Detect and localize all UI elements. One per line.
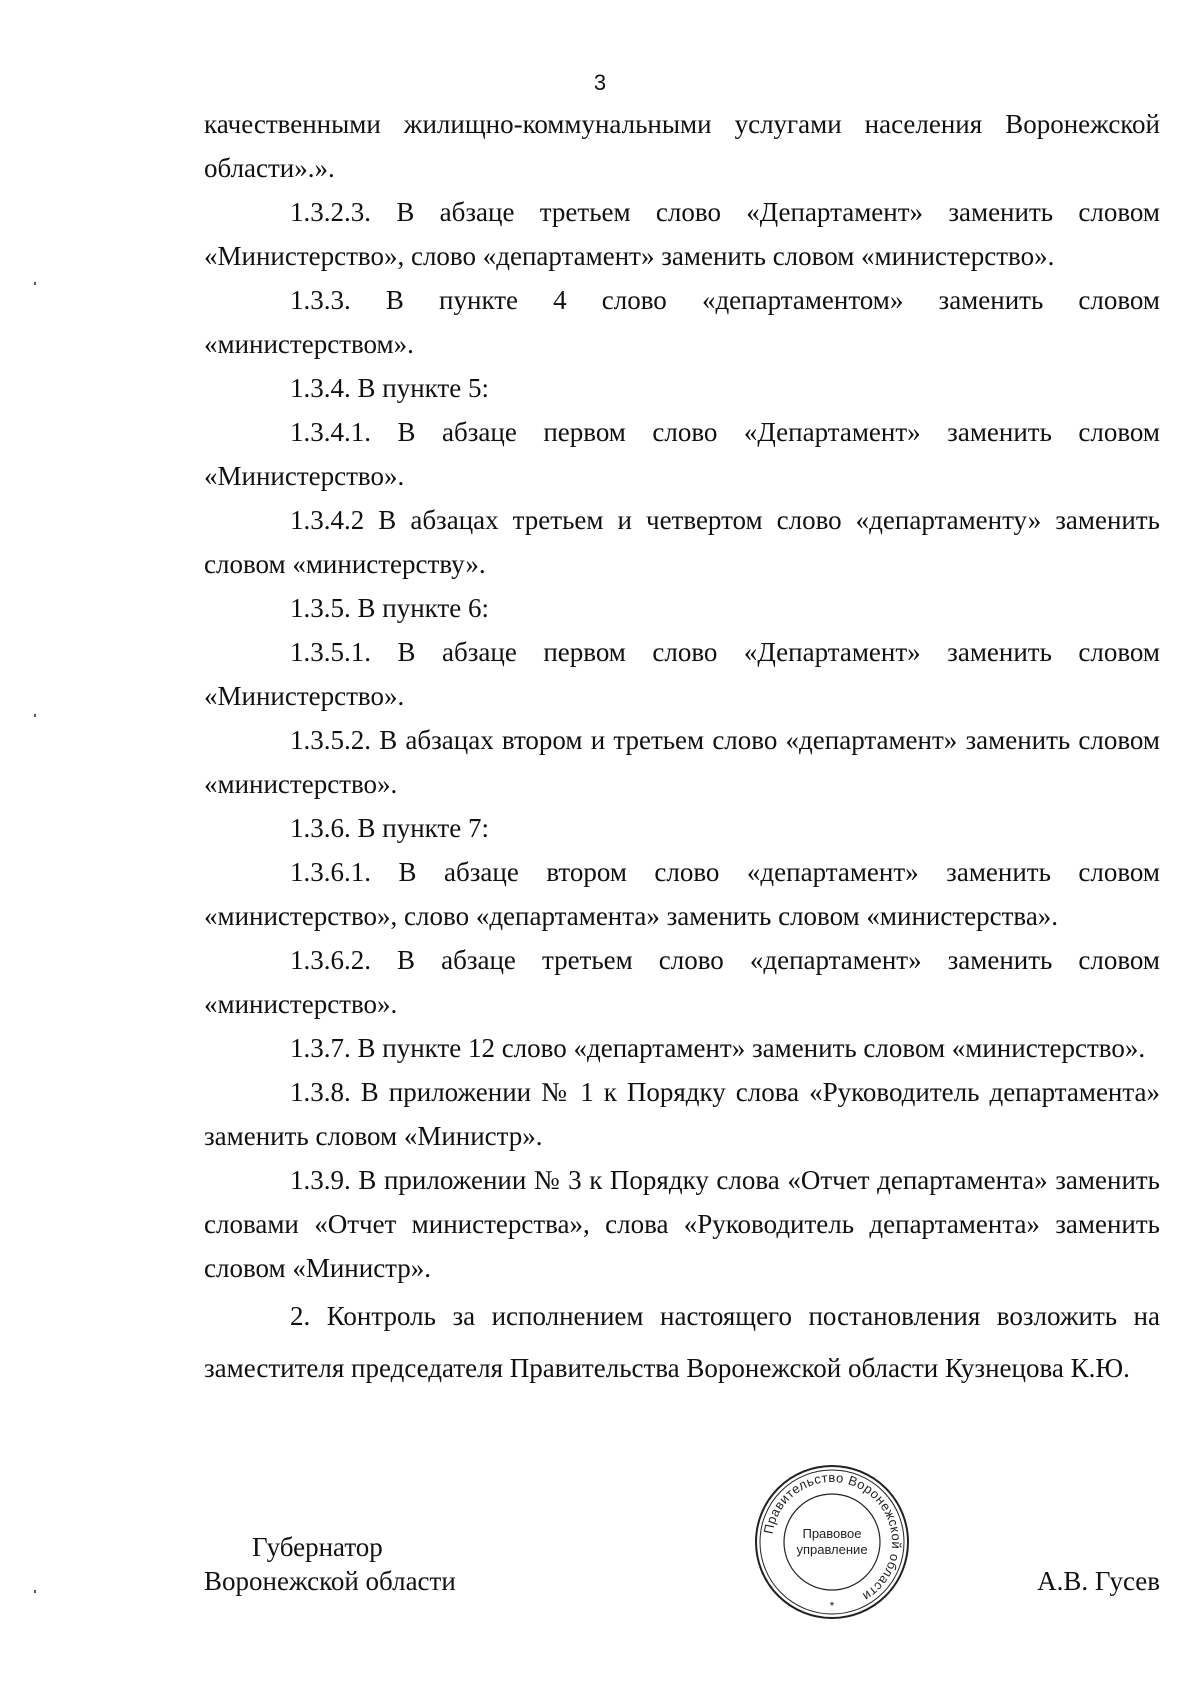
paragraph-1-3-3: 1.3.3. В пункте 4 слово «департаментом» заменить словом «министерством». bbox=[204, 285, 1160, 359]
seal-outer-text: Правительство Воронежской области bbox=[760, 1469, 905, 1605]
paragraph-continuation: качественными жилищно-коммунальными услугами населения Воронежской области».». bbox=[204, 109, 1160, 183]
seal-inner-line2: управление bbox=[796, 1542, 868, 1557]
paragraph-1-3-8: 1.3.8. В приложении № 1 к Порядку слова «Руководитель департамента» заменить словом «Министр». bbox=[204, 1077, 1160, 1151]
document-body bbox=[204, 102, 1160, 1394]
page-number: 3 bbox=[593, 70, 607, 95]
paragraph-1-3-6-2: 1.3.6.2. В абзаце третьем слово «департамент» заменить словом «министерство». bbox=[204, 945, 1160, 1019]
paragraph-1-3-6: 1.3.6. В пункте 7: bbox=[290, 813, 489, 843]
signatory-position bbox=[204, 1530, 456, 1598]
paragraph-1-3-4-2: 1.3.4.2 В абзацах третьем и четвертом слово «департаменту» заменить словом «министерству». bbox=[204, 505, 1160, 579]
paragraph-1-3-5-1: 1.3.5.1. В абзаце первом слово «Департамент» заменить словом «Министерство». bbox=[204, 637, 1160, 711]
scan-mark bbox=[34, 1590, 36, 1593]
paragraph-1-3-7: 1.3.7. В пункте 12 слово «департамент» заменить словом «министерство». bbox=[290, 1033, 1146, 1063]
paragraph-1-3-2-3: 1.3.2.3. В абзаце третьем слово «Департамент» заменить словом «Министерство», слово «департамент» заменить словом «министерство». bbox=[204, 197, 1160, 271]
scan-mark bbox=[34, 714, 36, 717]
signatory-name: А.В. Гусев bbox=[1037, 1566, 1160, 1596]
paragraph-1-3-4: 1.3.4. В пункте 5: bbox=[290, 373, 489, 403]
paragraph-2-control: 2. Контроль за исполнением настоящего постановления возложить на заместителя председателя Правительства Воронежской области Кузнецова К.Ю. bbox=[204, 1301, 1160, 1383]
paragraph-1-3-9: 1.3.9. В приложении № 3 к Порядку слова «Отчет департамента» заменить словами «Отчет министерства», слова «Руководитель департамента» заменить словом «Министр». bbox=[204, 1165, 1160, 1283]
signature-block bbox=[204, 1530, 1160, 1620]
paragraph-1-3-4-1: 1.3.4.1. В абзаце первом слово «Департамент» заменить словом «Министерство». bbox=[204, 417, 1160, 491]
paragraph-1-3-6-1: 1.3.6.1. В абзаце втором слово «департамент» заменить словом «министерство», слово «департамента» заменить словом «министерства». bbox=[204, 857, 1160, 931]
seal-inner-line1: Правовое bbox=[802, 1526, 862, 1541]
paragraph-1-3-5: 1.3.5. В пункте 6: bbox=[290, 593, 489, 623]
seal-star: * bbox=[829, 1599, 835, 1613]
signatory-title: Губернатор bbox=[252, 1532, 383, 1562]
paragraph-1-3-5-2: 1.3.5.2. В абзацах втором и третьем слово «департамент» заменить словом «министерство». bbox=[204, 725, 1160, 799]
signatory-region: Воронежской области bbox=[204, 1566, 456, 1596]
scan-mark bbox=[34, 282, 36, 285]
